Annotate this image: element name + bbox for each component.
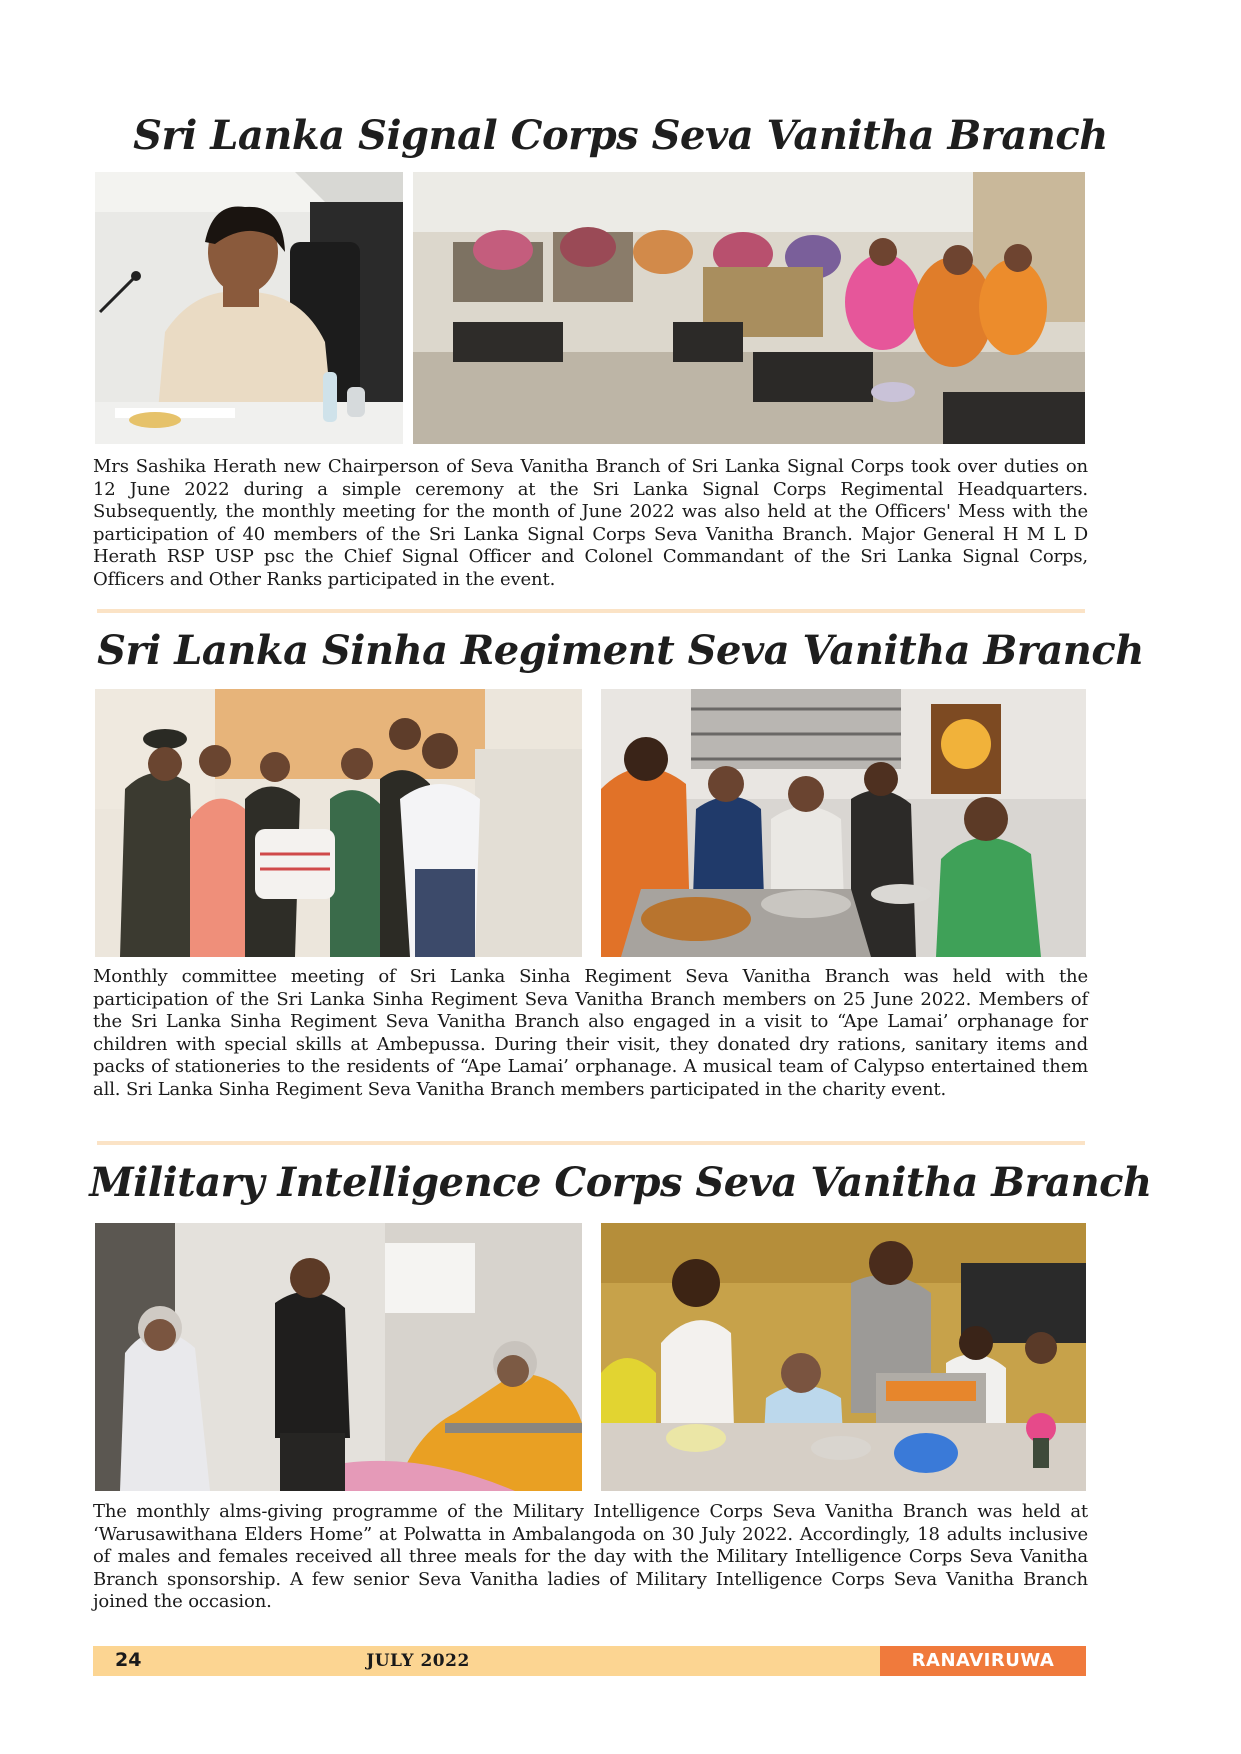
section-divider-1 (97, 609, 1085, 613)
photo-serving-elders (601, 1223, 1086, 1491)
photo-elder-greeting (95, 1223, 582, 1491)
caption-military-intelligence: The monthly alms-giving programme of the Military Intelligence Corps Seva Vanitha Branch was held at ‘Warusawithana Elders Home” at Polwatta in Ambalangoda on 30 July 2022. Accordingly, 18 adults inclusive of males and females received all three meals for the day with the Military Intelligence Corps Seva Vanitha Branch sponsorship. A few senior Seva Vanitha ladies of Military Intelligence Corps Seva Vanitha Branch joined the occasion. (93, 1501, 1088, 1613)
photo-chairperson (95, 172, 403, 444)
caption-signal-corps: Mrs Sashika Herath new Chairperson of Seva Vanitha Branch of Sri Lanka Signal Corps took over duties on 12 June 2022 during a simple ceremony at the Sri Lanka Signal Corps Regimental Headquarters. Subsequently, the monthly meeting for the month of June 2022 was also held at the Officers' Mess with the participation of 40 members of the Sri Lanka Signal Corps Seva Vanitha Branch. Major General H M L D Herath RSP USP psc the Chief Signal Officer and Colonel Commandant of the Sri Lanka Signal Corps, Officers and Other Ranks participated in the event. (93, 456, 1088, 590)
caption-sinha-regiment: Monthly committee meeting of Sri Lanka Sinha Regiment Seva Vanitha Branch was held with the participation of the Sri Lanka Sinha Regiment Seva Vanitha Branch members on 25 June 2022. Members of the Sri Lanka Sinha Regiment Seva Vanitha Branch also engaged in a visit to “Ape Lamai’ orphanage for children with special skills at Ambepussa. During their visit, they donated dry rations, sanitary items and packs of stationeries to the residents of “Ape Lamai’ orphanage. A musical team of Calypso entertained them all. Sri Lanka Sinha Regiment Seva Vanitha Branch members participated in the charity event. (93, 966, 1088, 1100)
page-footer (93, 1646, 1086, 1676)
section-title-military-intelligence: Military Intelligence Corps Seva Vanitha Branch (89, 1159, 1152, 1206)
page-number: 24 (115, 1649, 142, 1671)
section-divider-2 (97, 1141, 1085, 1145)
issue-date: JULY 2022 (366, 1651, 470, 1671)
photo-serving-food (601, 689, 1086, 957)
section-title-signal-corps: Sri Lanka Signal Corps Seva Vanitha Branch (133, 112, 1108, 159)
section-title-sinha-regiment: Sri Lanka Sinha Regiment Seva Vanitha Branch (97, 627, 1144, 674)
magazine-name: RANAVIRUWA (880, 1646, 1086, 1676)
photo-members-meeting (413, 172, 1085, 444)
photo-donation-handover (95, 689, 582, 957)
